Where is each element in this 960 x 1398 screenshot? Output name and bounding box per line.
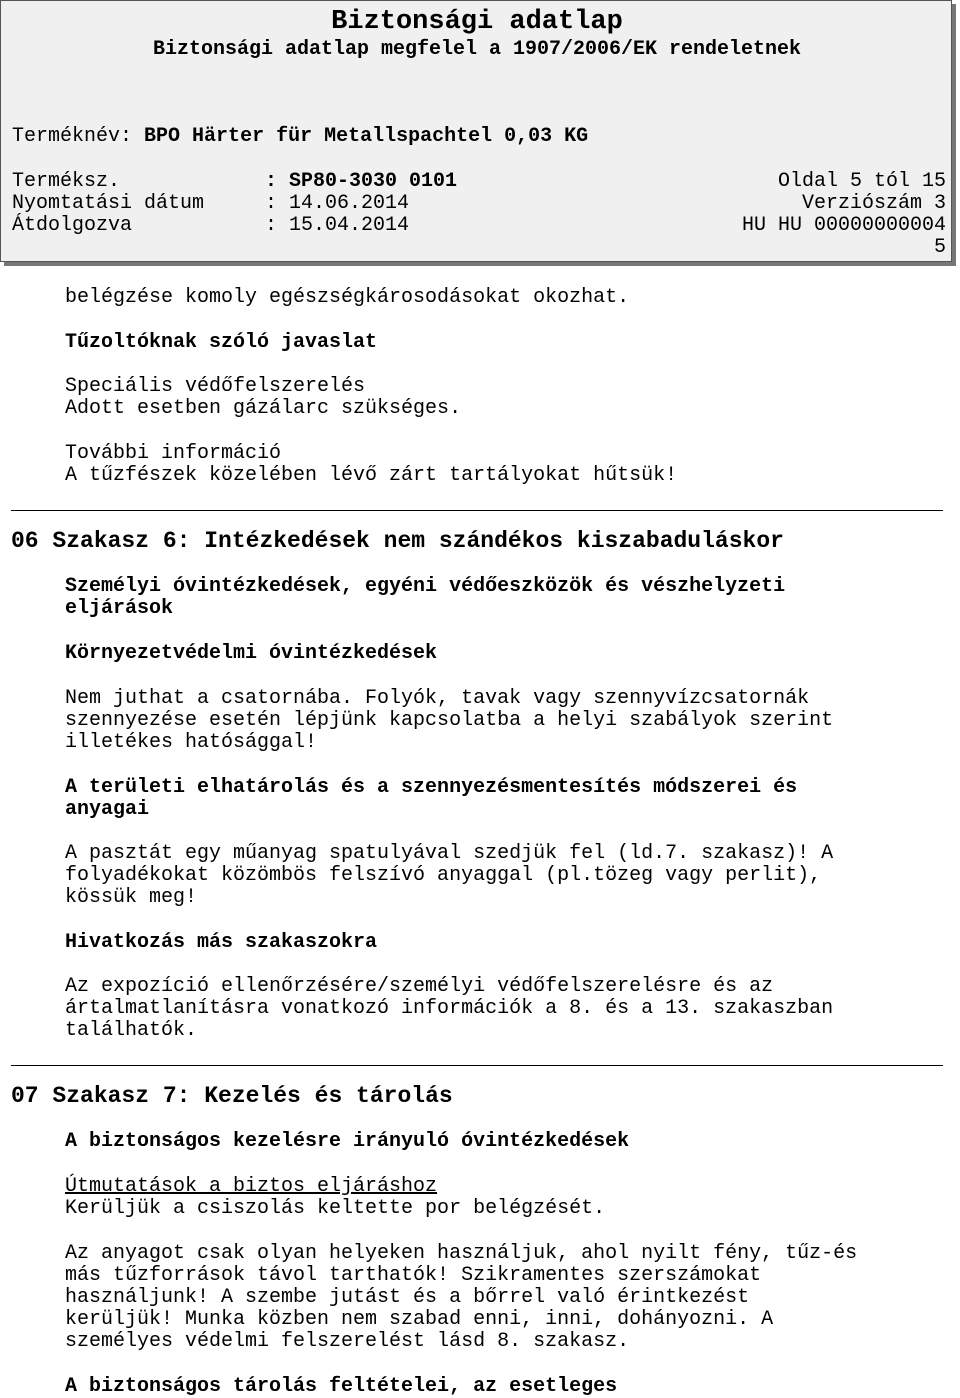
text-line: ártalmatlanításra vonatkozó információk a 8. és a 13. szakaszban — [65, 997, 834, 1020]
revised-value: : 15.04.2014 — [265, 214, 410, 237]
text-line: találhatók. — [65, 1019, 198, 1042]
revised-label: Átdolgozva — [12, 214, 133, 237]
text-line: Kerüljük a csiszolás keltette por belégzését. — [65, 1197, 606, 1220]
section-divider — [11, 1065, 943, 1066]
section-divider — [11, 510, 943, 511]
section-6-title: 06 Szakasz 6: Intézkedések nem szándékos kiszabaduláskor — [11, 528, 784, 554]
text-line: használjunk! A szembe jutást és a bőrrel való érintkezést — [65, 1286, 750, 1309]
print-date-value: : 14.06.2014 — [265, 192, 410, 215]
document-header — [0, 0, 952, 262]
version-number: Verziószám 3 — [801, 192, 946, 215]
document-code: HU HU 00000000004 — [741, 214, 946, 237]
document-title: Biztonsági adatlap — [331, 7, 623, 37]
text-line: illetékes hatósággal! — [65, 731, 318, 754]
text-line: folyadékokat közömbös felszívó anyaggal (pl.tözeg vagy perlit), — [65, 864, 822, 887]
firefighters-heading: Tűzoltóknak szóló javaslat — [65, 331, 378, 354]
text-line: személyes védelmi felszerelést lásd 8. szakasz. — [65, 1330, 630, 1353]
document-subtitle: Biztonsági adatlap megfelel a 1907/2006/EK rendeletnek — [152, 38, 802, 61]
section-heading: eljárások — [65, 597, 174, 620]
text-line: kerüljük! Munka közben nem szabad enni, inni, dohányozni. A — [65, 1308, 774, 1331]
section-heading: anyagai — [65, 798, 150, 821]
document-code-tail: 5 — [933, 236, 946, 259]
product-number-label: Terméksz. — [12, 170, 121, 193]
text-line: További információ — [65, 442, 282, 465]
text-line: A tűzfészek közelében lévő zárt tartályokat hűtsük! — [65, 464, 678, 487]
text-line: Nem juthat a csatornába. Folyók, tavak vagy szennyvízcsatornák — [65, 687, 810, 710]
text-line: szennyezése esetén lépjünk kapcsolatba a helyi szabályok szerint — [65, 709, 834, 732]
section-heading: A biztonságos tárolás feltételei, az esetleges — [65, 1375, 618, 1398]
text-line: más tűzforrások távol tarthatók! Szikramentes szerszámokat — [65, 1264, 762, 1287]
text-line: Az anyagot csak olyan helyeken használjuk, ahol nyilt fény, tűz-és — [65, 1242, 858, 1265]
section-heading: Hivatkozás más szakaszokra — [65, 931, 378, 954]
section-heading: Személyi óvintézkedések, egyéni védőeszközök és vészhelyzeti — [65, 575, 786, 598]
text-line: Speciális védőfelszerelés — [65, 375, 366, 398]
print-date-label: Nyomtatási dátum — [12, 192, 205, 215]
section-heading: A területi elhatárolás és a szennyezésmentesítés módszerei és — [65, 776, 798, 799]
product-number-value: : SP80-3030 0101 — [265, 170, 458, 193]
text-line: Adott esetben gázálarc szükséges. — [65, 397, 462, 420]
page-indicator: Oldal 5 tól 15 — [777, 170, 946, 193]
text-line: A pasztát egy műanyag spatulyával szedjük fel (ld.7. szakasz)! A — [65, 842, 834, 865]
subheading-underlined: Útmutatások a biztos eljáráshoz — [65, 1175, 438, 1198]
text-line: belégzése komoly egészségkárosodásokat okozhat. — [65, 286, 630, 309]
section-heading: Környezetvédelmi óvintézkedések — [65, 642, 438, 665]
section-heading: A biztonságos kezelésre irányuló óvintézkedések — [65, 1130, 630, 1153]
product-name-line — [12, 125, 588, 148]
product-label: Terméknév: — [12, 125, 133, 148]
text-line: Az expozíció ellenőrzésére/személyi védőfelszerelésre és az — [65, 975, 774, 998]
text-line: kössük meg! — [65, 886, 198, 909]
product-name: BPO Härter für Metallspachtel 0,03 KG — [144, 125, 589, 148]
section-7-title: 07 Szakasz 7: Kezelés és tárolás — [11, 1083, 453, 1109]
